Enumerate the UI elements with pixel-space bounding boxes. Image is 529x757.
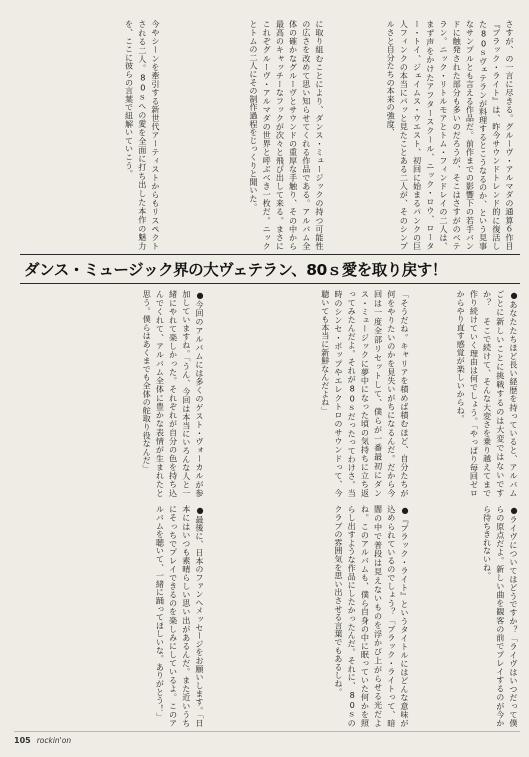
intro-column-2: に取り組むことにより、ダンス・ミュージックの持つ可能性の広さを改めて思い知らせてくれる作品である。アルバム全体の確かなグルーヴとサウンドの重厚な手触り、その中から最高のキャッチーなフックが次々と飛び出して来る。まさにこれぞグルーヴ・アルマダの世界と呼ぶべき一枚だ。ニックとトムの二人にその制作過程をじっくりと聞いた。: [248, 20, 325, 250]
article-headline: [20, 254, 520, 284]
intro-column-1: さすが、の一言に尽きる。グルーヴ・アルマダの通算６作目『ブラック・ライト』は、昨今サウンドトレンド的に復活した80ｓヴェテランが料理するとこうなるのか、という見事なサンプルとも言える作品だ。前作までの影響下の若手バンドに触発された部分も多いのだろうが、そこはさすがのベテラン。ニック・リトルモアとトム・フィンドレイの二人は、まず声をかけたアフタースクール、ニック・ロウ、ローター・トイ、ジェイムス・ウエスト、初回に始まるパンクの巨人フィンクの本当にパッと見たことある二人が、そのシンプルさと自分たちの本来の強度、: [386, 20, 515, 250]
interview-column-3: ●今回のアルバムには多くのゲスト・ヴォーカルが参加していますね。「うん、今回は本当にいろんな人と一緒にやれて楽しかった。それぞれが自分の色を持ち込んでくれて、アルバム全体に豊かな表情が生まれたと思う。僕らはあくまでも全体の舵取り役なんだ」: [142, 290, 205, 497]
interview-column-4: ●ライヴについてはどうですか？「ライヴはいつだって僕らの原点だよ。新しい曲を観客の前でプレイするのが今から待ちきれないね。: [482, 505, 519, 727]
intro-column-3: 今やシーンを牽引する新世代アーティストからもリスペクトされる二人。80ｓへの愛を全面に打ち出した本作の魅力を、ここに彼らの言葉で紐解いていこう。: [124, 20, 161, 250]
footer-rule: [14, 731, 520, 732]
interview-column-6: ●最後に、日本のファンへメッセージをお願いします。「日本にはいつも素晴らしい思い出があるんだ。また近いうちにそっちでプレイできるのを楽しみにしているよ。このアルバムを聴いて、一緒に踊ってほしいな。ありがとう！」: [155, 505, 205, 727]
headline-text: ダンス・ミュージック界の大ヴェテラン、80ｓ愛を取り戻す！: [24, 261, 447, 279]
magazine-name: rockin'on: [36, 735, 72, 745]
interview-column-5: ●『ブラック・ライト』というタイトルにはどんな意味が込められているのでしょう？「ブラック・ライトって、暗闇の中で普段は見えないものを浮かび上がらせる光だよね。このアルバムも、僕ら自身の中に眠っていた何かを照らし出すような作品にしたかったんだ。それに、80ｓのクラブの雰囲気を思い出させる言葉でもあるしね。: [333, 505, 410, 727]
page-footer: [14, 733, 71, 747]
page-number: 105: [14, 735, 31, 745]
interview-column-2: 「そうだね。キャリアを積めば積むほど、自分たちが何をやりたいのかを見失いがちになるんだ。だから今回は一度全部リセットして、僕らが一番最初にダンス・ミュージックに夢中になった頃の気持ちに立ち返ってみたんだよ。それが80ｓだったってわけさ。当時のシンセ・ポップやエレクトロのサウンドって、今聴いても本当に新鮮なんだよね」: [320, 290, 410, 497]
interview-column-1: ●あなたたちほど長い経歴を持っていると、アルバムごとに新しいことに挑戦するのは大変ではないですか？ そこで続けて、そんな大変さを乗り越えてまで作り続けていく理由は何でしょう。「やっぱり毎回ゼロからやり直す感覚が楽しいからね。: [456, 290, 519, 497]
